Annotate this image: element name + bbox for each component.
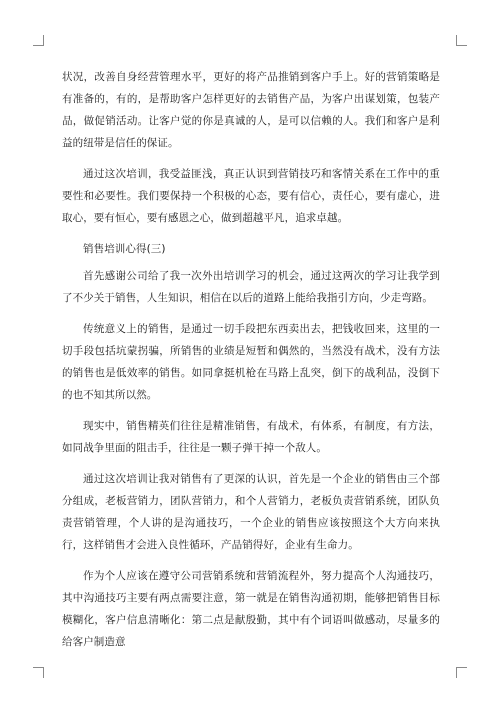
crop-mark-bottom-left [33,667,44,678]
crop-mark-top-right [456,35,467,46]
paragraph-7: 作为个人应该在遵守公司营销系统和营销流程外，努力提高个人沟通技巧，其中沟通技巧主要有两点需要注意，第一就是在销售沟通初期，能够把销售目标模糊化，客户信息清晰化：第二点是献殷勤，其中有个词语叫做感动，尽量多的给客户制造意 [62,570,440,648]
paragraph-6: 通过这次培训让我对销售有了更深的认识，首先是一个企业的销售由三个部分组成，老板营销力，团队营销力，和个人营销力，老板负责营销系统，团队负责营销管理，个人讲的是沟通技巧，一个企业的销售应该按照这个大方向来执行，这样销售才会进入良性循环，产品销得好，企业有生命力。 [62,473,440,551]
paragraph-4: 传统意义上的销售，是通过一切手段把东西卖出去，把钱收回来，这里的一切手段包括坑蒙拐骗，所销售的业绩是短暂和偶然的，当然没有战术，没有方法的销售也是低效率的销售。如同拿挺机枪在马路上乱突，倒下的战利品，没倒下的也不知其所以然。 [62,323,440,401]
paragraph-1: 状况，改善自身经营管理水平，更好的将产品推销到客户手上。好的营销策略是有准备的，有的，是帮助客户怎样更好的去销售产品，为客户出谋划策，包装产品，做促销活动。让客户觉的你是真诚的人，是可以信赖的人。我们和客户是利益的纽带是信任的保证。 [62,71,440,149]
document-body [62,66,440,662]
section-heading: 销售培训心得(三) [83,243,166,255]
crop-mark-bottom-right [456,667,467,678]
paragraph-3: 首先感谢公司给了我一次外出培训学习的机会，通过这两次的学习让我学到了不少关于销售，人生知识，相信在以后的道路上能给我指引方向，少走弯路。 [62,270,440,304]
paragraph-5: 现实中，销售精英们往往是精准销售，有战术，有体系，有制度，有方法，如同战争里面的阻击手，往往是一颗子弹干掉一个敌人。 [62,420,440,454]
crop-mark-top-left [33,35,44,46]
paragraph-2: 通过这次培训，我受益匪浅，真正认识到营销技巧和客情关系在工作中的重要性和必要性。我们要保持一个积极的心态，要有信心，责任心，要有虚心，进取心，要有恒心，要有感恩之心，做到超越平凡，追求卓越。 [62,168,440,224]
